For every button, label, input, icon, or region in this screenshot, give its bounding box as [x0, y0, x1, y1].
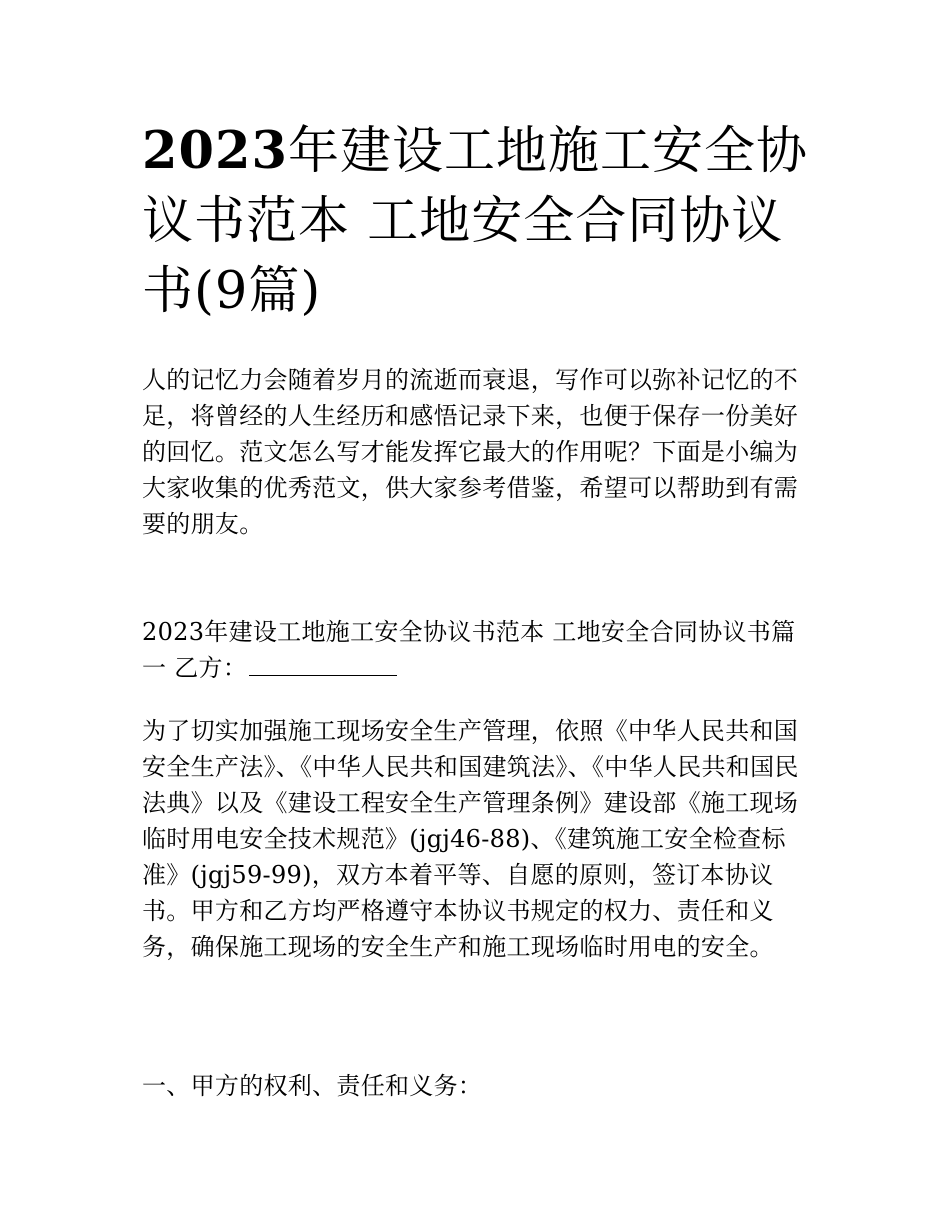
intro-paragraph: 人的记忆力会随着岁月的流逝而衰退，写作可以弥补记忆的不足，将曾经的人生经历和感悟记录下来，也便于保存一份美好的回忆。范文怎么写才能发挥它最大的作用呢？下面是小编为大家收集的优秀范文，供大家参考借鉴，希望可以帮助到有需要的朋友。 — [142, 366, 799, 538]
article-heading-text: 2023年建设工地施工安全协议书范本 工地安全合同协议书篇一 乙方： — [142, 618, 796, 682]
party-b-blank-line — [249, 657, 397, 676]
title-year: 2023 — [142, 121, 288, 181]
section-heading: 一、甲方的权利、责任和义务： — [142, 1072, 483, 1100]
document-title — [142, 116, 814, 327]
article-heading — [142, 614, 814, 686]
document-page — [142, 0, 814, 1229]
agreement-body-paragraph: 为了切实加强施工现场安全生产管理，依照《中华人民共和国安全生产法》、《中华人民共和国建筑法》、《中华人民共和国民法典》以及《建设工程安全生产管理条例》建设部《施工现场临时用电安全技术规范》(jgj46-88)、《建筑施工安全检查标准》(jgj59-99)，双方本着平等、自愿的原则，签订本协议书。甲方和乙方均严格遵守本协议书规定的权力、责任和义务，确保施工现场的安全生产和施工现场临时用电的安全。 — [142, 717, 799, 961]
title-text: 年建设工地施工安全协议书范本 工地安全合同协议书(9篇) — [142, 122, 808, 321]
